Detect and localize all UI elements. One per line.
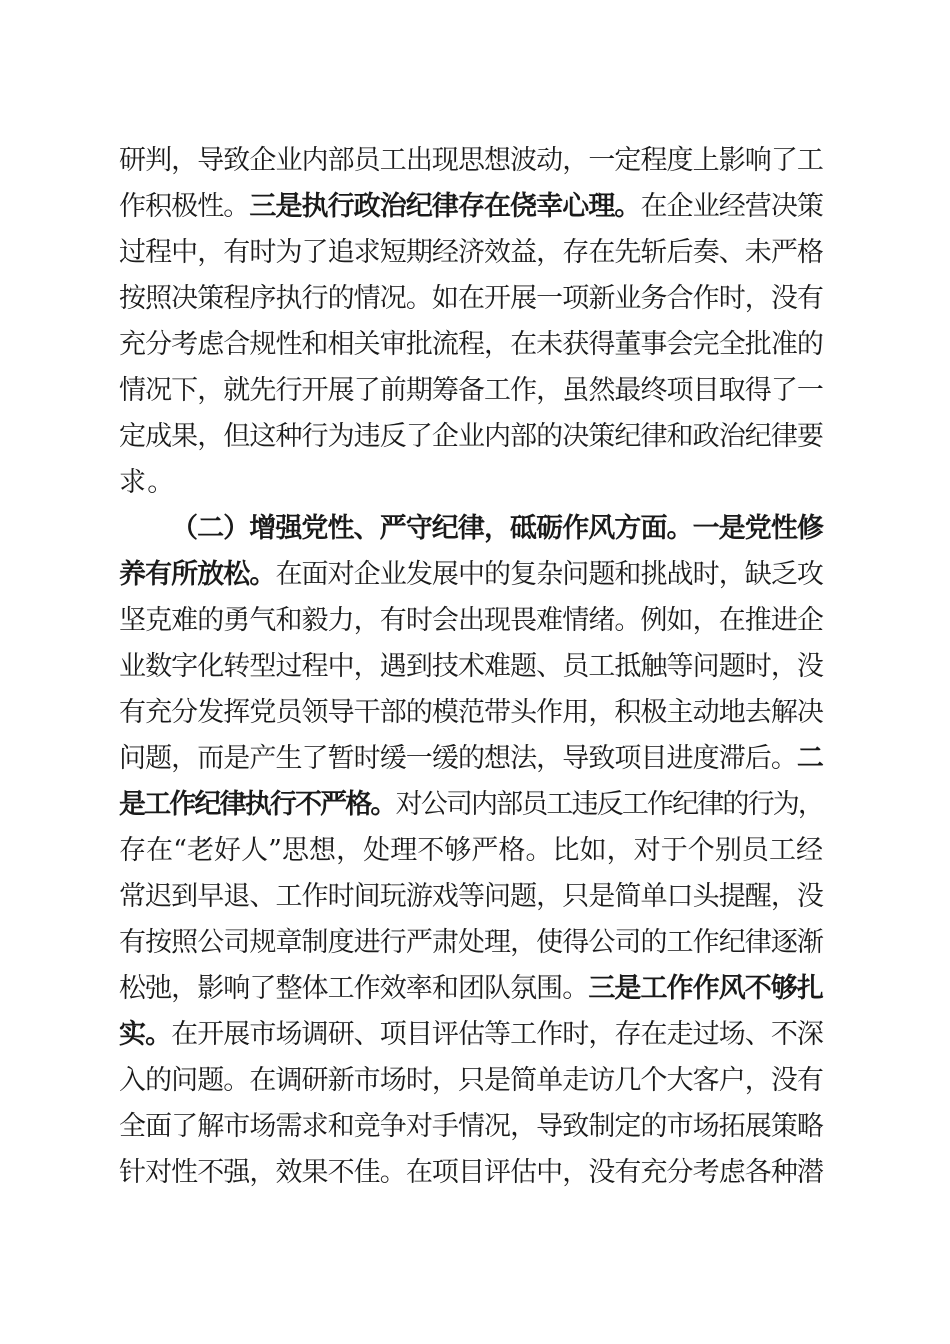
text-run: 作积极性。	[119, 191, 250, 222]
text-line	[119, 736, 823, 782]
text-line	[119, 368, 823, 414]
text-line	[119, 1012, 823, 1058]
text-run: 常迟到早退、工作时间玩游戏等问题，只是简单口头提醒，没	[119, 881, 823, 912]
text-run: 松弛，影响了整体工作效率和团队氛围。	[119, 973, 589, 1004]
text-line	[119, 966, 823, 1012]
bold-heading-run: 三是工作作风不够扎	[588, 973, 823, 1004]
text-line	[119, 276, 823, 322]
text-run: 按照决策程序执行的情况。如在开展一项新业务合作时，没有	[119, 283, 823, 314]
bold-heading-run: 实。	[119, 1019, 172, 1050]
text-run: 有按照公司规章制度进行严肃处理，使得公司的工作纪律逐渐	[119, 927, 823, 958]
text-line	[119, 184, 823, 230]
text-run: 充分考虑合规性和相关审批流程，在未获得董事会完全批准的	[119, 329, 823, 360]
text-run: 有充分发挥党员领导干部的模范带头作用，积极主动地去解决	[119, 697, 823, 728]
text-line	[119, 460, 823, 506]
text-line	[119, 1058, 823, 1104]
text-run: 全面了解市场需求和竞争对手情况，导致制定的市场拓展策略	[119, 1111, 823, 1142]
text-run: 求。	[119, 467, 176, 498]
text-run: 在开展市场调研、项目评估等工作时，存在走过场、不深	[171, 1019, 824, 1050]
text-run: 过程中，有时为了追求短期经济效益，存在先斩后奏、未严格	[119, 237, 823, 268]
text-line	[119, 1104, 823, 1150]
text-line	[119, 920, 823, 966]
text-run: 业数字化转型过程中，遇到技术难题、员工抵触等问题时，没	[119, 651, 823, 682]
text-line	[119, 138, 823, 184]
bold-heading-run: 养有所放松。	[119, 559, 276, 590]
text-run: 对公司内部员工违反工作纪律的行为，	[395, 789, 823, 820]
bold-heading-run: 二	[796, 743, 823, 774]
section-heading-line	[171, 506, 823, 552]
text-run: 存在“老好人”思想，处理不够严格。比如，对于个别员工经	[119, 835, 823, 866]
text-line	[119, 1150, 823, 1196]
text-line	[119, 874, 823, 920]
text-line	[119, 828, 823, 874]
bold-heading-run: 三是执行政治纪律存在侥幸心理。	[249, 191, 641, 222]
text-line	[119, 322, 823, 368]
text-run: 在面对企业发展中的复杂问题和挑战时，缺乏攻	[275, 559, 823, 590]
text-line	[119, 644, 823, 690]
text-line	[119, 414, 823, 460]
text-line	[119, 230, 823, 276]
text-line	[119, 690, 823, 736]
text-run: 情况下，就先行开展了前期筹备工作，虽然最终项目取得了一	[119, 375, 823, 406]
text-run: 坚克难的勇气和毅力，有时会出现畏难情绪。例如，在推进企	[119, 605, 823, 636]
text-run: 研判，导致企业内部员工出现思想波动，一定程度上影响了工	[119, 145, 823, 176]
text-run: 定成果，但这种行为违反了企业内部的决策纪律和政治纪律要	[119, 421, 823, 452]
text-run: 入的问题。在调研新市场时，只是简单走访几个大客户，没有	[119, 1065, 823, 1096]
text-line	[119, 782, 823, 828]
text-line	[119, 552, 823, 598]
text-run: 问题，而是产生了暂时缓一缓的想法，导致项目进度滞后。	[119, 743, 797, 774]
bold-heading-run: 是工作纪律执行不严格。	[119, 789, 396, 820]
text-run: 在企业经营决策	[640, 191, 823, 222]
text-run: 针对性不强，效果不佳。在项目评估中，没有充分考虑各种潜	[119, 1157, 823, 1188]
text-line	[119, 598, 823, 644]
section-heading: （二）增强党性、严守纪律，砥砺作风方面。一是党性修	[171, 513, 823, 544]
